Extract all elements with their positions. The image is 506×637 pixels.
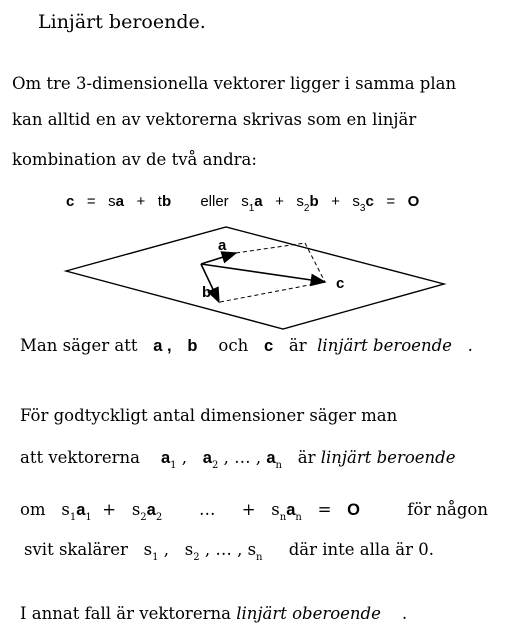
sub-a1: 1 bbox=[85, 512, 92, 523]
vector-a-2: a bbox=[254, 193, 263, 210]
zero-vector: O bbox=[407, 193, 420, 210]
condition-for: för någon bbox=[407, 500, 488, 519]
sub-an: n bbox=[295, 512, 302, 523]
condition-zero: O bbox=[347, 501, 360, 519]
vector-c-2: c bbox=[365, 193, 374, 210]
intro-line-3: kombination av de två andra: bbox=[12, 150, 257, 169]
vector-b-2: b bbox=[309, 193, 319, 210]
condition-a2: a bbox=[146, 501, 156, 519]
conclusion-term: linjärt oberoende bbox=[236, 604, 381, 623]
conclusion-prefix: I annat fall är vektorerna bbox=[20, 604, 231, 623]
arrow-a bbox=[201, 253, 236, 264]
plane-parallelogram bbox=[66, 227, 444, 329]
condition-sn: s bbox=[271, 500, 280, 519]
vector-c: c bbox=[66, 193, 75, 210]
scalar-s2-b: s bbox=[184, 540, 194, 559]
scalar-s1: s bbox=[241, 193, 249, 210]
dashed-line-bottom bbox=[220, 282, 325, 302]
vector-b: b bbox=[161, 193, 172, 210]
condition-an: a bbox=[286, 501, 296, 519]
label-a: a bbox=[218, 237, 227, 254]
condition-a1: a bbox=[76, 501, 86, 519]
statement-och: och bbox=[218, 336, 249, 355]
vector-a2: a bbox=[202, 449, 212, 467]
statement-ar: är bbox=[288, 336, 307, 355]
scalars-comma: , bbox=[163, 540, 169, 559]
scalar-sn-b: s bbox=[247, 540, 257, 559]
general-ar: är bbox=[297, 448, 316, 467]
sub-sn: n bbox=[279, 512, 287, 523]
scalars-suffix: där inte alla är 0. bbox=[288, 540, 434, 559]
scalar-s: s bbox=[108, 193, 116, 210]
subscript-an: n bbox=[275, 460, 282, 471]
conclusion-dot: . bbox=[401, 604, 408, 623]
sub-s2: 2 bbox=[140, 512, 147, 523]
scalar-s2: s bbox=[296, 193, 304, 210]
plus-sign-2: + bbox=[275, 193, 284, 210]
condition-plus-1: + bbox=[102, 500, 117, 519]
scalars-prefix: svit skalärer bbox=[24, 540, 128, 559]
condition-s2: s bbox=[131, 500, 141, 519]
general-line-1: För godtyckligt antal dimensioner säger man bbox=[20, 406, 398, 425]
vector-an: a bbox=[266, 449, 276, 467]
general-prefix: att vektorerna bbox=[20, 448, 140, 467]
subscript-1: 1 bbox=[248, 203, 255, 214]
statement-dot: . bbox=[467, 336, 473, 355]
equals-sign-2: = bbox=[386, 193, 396, 210]
scalar-s3: s bbox=[352, 193, 360, 210]
eller-word: eller bbox=[200, 193, 229, 210]
equals-sign: = bbox=[86, 193, 96, 210]
subscript-a1: 1 bbox=[170, 460, 177, 471]
statement-b: b bbox=[187, 337, 198, 355]
subscript-2: 2 bbox=[303, 203, 310, 214]
scalar-t: t bbox=[157, 193, 162, 210]
condition-plus-2: + bbox=[241, 500, 256, 519]
subscript-a2: 2 bbox=[211, 460, 219, 471]
arrow-c bbox=[201, 264, 325, 282]
statement-prefix: Man säger att bbox=[20, 336, 138, 355]
scalars-line bbox=[24, 540, 434, 563]
statement-term: linjärt beroende bbox=[317, 336, 452, 355]
label-b: b bbox=[202, 284, 212, 301]
statement-c: c bbox=[263, 337, 274, 355]
condition-dots: … bbox=[198, 500, 216, 519]
scalar-s1-b: s bbox=[143, 540, 153, 559]
page-title: Linjärt beroende. bbox=[38, 11, 206, 33]
plus-sign: + bbox=[136, 193, 146, 210]
sub-s1: 1 bbox=[69, 512, 77, 523]
ellipsis: , … , bbox=[223, 448, 262, 467]
subscript-3: 3 bbox=[359, 203, 366, 214]
plus-sign-3: + bbox=[331, 193, 340, 210]
sub-a2: 2 bbox=[155, 512, 163, 523]
condition-line bbox=[20, 500, 488, 523]
sub-scalar-n: n bbox=[256, 552, 263, 563]
vector-a: a bbox=[115, 193, 124, 210]
general-term: linjärt beroende bbox=[320, 448, 456, 467]
sub-scalar-2: 2 bbox=[193, 552, 200, 563]
sub-scalar-1: 1 bbox=[152, 552, 159, 563]
conclusion-line bbox=[20, 604, 407, 624]
comma-1: , bbox=[181, 448, 188, 467]
general-line-2 bbox=[20, 448, 455, 471]
statement-a: a , bbox=[153, 337, 172, 355]
condition-eq: = bbox=[317, 500, 332, 519]
condition-s1: s bbox=[61, 500, 70, 519]
vector-a1: a bbox=[160, 449, 171, 467]
label-c: c bbox=[336, 275, 345, 292]
statement-line bbox=[20, 336, 473, 356]
intro-line-2: kan alltid en av vektorerna skrivas som en linjär bbox=[12, 110, 417, 129]
dashed-line-top bbox=[236, 243, 305, 253]
condition-om: om bbox=[20, 500, 46, 519]
intro-line-1: Om tre 3-dimensionella vektorer ligger i samma plan bbox=[12, 74, 457, 93]
scalars-dots: , … , bbox=[204, 540, 243, 559]
